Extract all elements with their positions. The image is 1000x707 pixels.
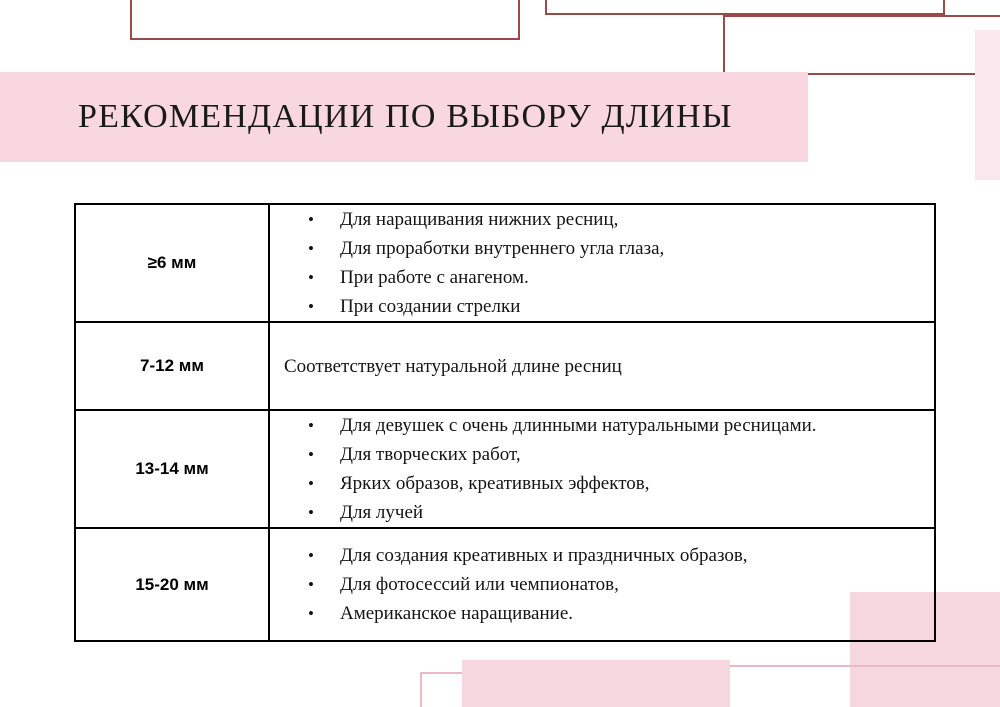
recommendations-table-wrap [74,203,930,642]
decorative-frame-bottom-right [723,665,1000,707]
decorative-block-bottom-center [462,660,730,707]
list-item: • Для девушек с очень длинными натуральными ресницами. [304,411,934,440]
list-item: • Для фотосессий или чемпионатов, [304,570,934,599]
row-length-value: 13-14 мм [75,410,269,528]
row-length-value: ≥6 мм [75,204,269,322]
decorative-frame-top-right-lower [723,15,1000,75]
list-item: • При работе с анагеном. [304,263,934,292]
list-item: • Для создания креативных и праздничных образов, [304,541,934,570]
list-item: • Для наращивания нижних ресниц, [304,205,934,234]
row-description-text: Соответствует натуральной длине ресниц [284,355,622,377]
bullet-list [270,541,934,628]
page-title: РЕКОМЕНДАЦИИ ПО ВЫБОРУ ДЛИНЫ [78,98,733,135]
row-length-value: 15-20 мм [75,528,269,641]
list-item: • Для проработки внутреннего угла глаза, [304,234,934,263]
recommendations-table [74,203,936,642]
list-item: • Для творческих работ, [304,440,934,469]
table-row [75,528,935,641]
list-item: • Ярких образов, креативных эффектов, [304,469,934,498]
list-item: • Американское наращивание. [304,599,934,628]
row-description [269,204,935,322]
decorative-bar-right [975,30,1000,180]
row-description [269,528,935,641]
table-row [75,204,935,322]
decorative-frame-top-right-upper [545,0,945,15]
bullet-list [270,205,934,321]
row-description [269,322,935,410]
table-row [75,322,935,410]
row-length-value: 7-12 мм [75,322,269,410]
list-item: • При создании стрелки [304,292,934,321]
title-banner [0,72,808,162]
bullet-list [270,411,934,527]
row-description [269,410,935,528]
list-item: • Для лучей [304,498,934,527]
table-row [75,410,935,528]
decorative-frame-top-left [130,0,520,40]
